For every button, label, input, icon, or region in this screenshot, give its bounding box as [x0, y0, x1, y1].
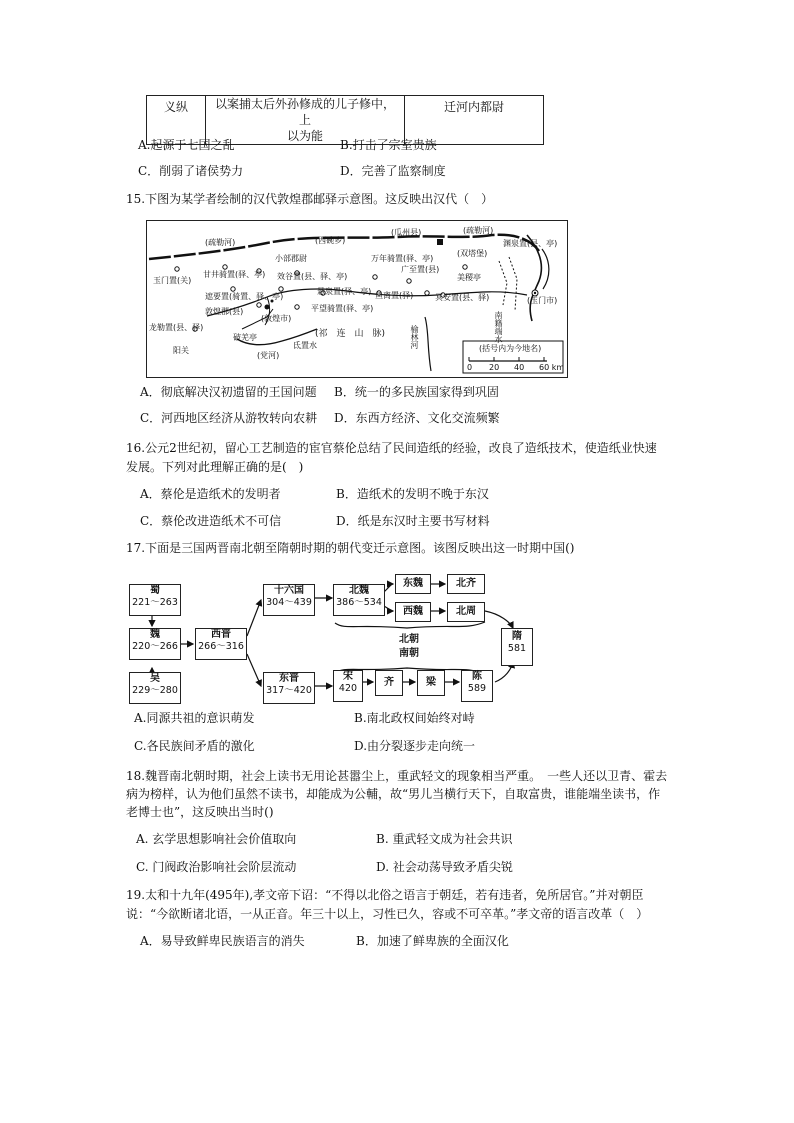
q16-option-d: D．纸是东汉时主要书写材料: [336, 514, 490, 528]
map-label: 甘井骑置(驿、亭): [203, 270, 266, 279]
dynasty-name: 蜀: [150, 585, 160, 596]
map-label: 龙勒置(县、驿): [149, 323, 204, 332]
q15-option-c: C．河西地区经济从游牧转向农耕: [140, 411, 318, 425]
dynasty-box-wei: [129, 628, 181, 660]
map-label: 玉门置(关): [153, 276, 192, 285]
dynasty-box-wu: [129, 672, 181, 704]
q18-option-b: B. 重武轻文成为社会共识: [376, 832, 513, 846]
map-label: (玉门市): [527, 296, 558, 305]
map-scale-60: 60 km: [539, 363, 565, 372]
map-label: (疏勒河): [463, 226, 494, 235]
dynasty-years: 581: [507, 643, 527, 654]
q15-option-d: D．东西方经济、文化交流频繁: [334, 411, 500, 425]
dunhuang-postal-map: [146, 220, 568, 378]
dynasty-box-sui: [501, 628, 533, 666]
q14-option-c: C．削弱了诸侯势力: [138, 164, 244, 178]
table-cell-deed-line1: 以案捕太后外孙修成的儿子修中，上: [214, 97, 395, 127]
dynasty-box-liang: 梁: [417, 670, 445, 696]
map-legend-title: (括号内为今地名): [479, 344, 542, 353]
dynasty-name: 隋: [512, 631, 522, 642]
dynasty-name: 陈: [472, 671, 482, 682]
map-label: 榆林河: [410, 325, 419, 349]
map-label: 广至置(县): [401, 265, 440, 274]
dynasty-box-beizhou: 北周: [447, 602, 485, 622]
dynasty-flow-diagram: [125, 578, 535, 703]
dynasty-box-dongwei: 东魏: [395, 574, 431, 594]
map-label: (疏勒河): [205, 238, 236, 247]
q17-stem: 17.下面是三国两晋南北朝至隋朝时期的朝代变迁示意图。该图反映出这一时期中国(): [126, 541, 575, 555]
q15-option-b: B．统一的多民族国家得到巩固: [334, 385, 499, 399]
map-label: 小部郡尉: [275, 254, 307, 263]
label-nanchao: 南朝: [399, 648, 419, 659]
map-label: (敦煌市): [261, 314, 292, 323]
map-label: 氐置水: [293, 341, 317, 350]
dynasty-years: 229～280: [132, 685, 178, 696]
q17-option-d: D.由分裂逐步走向统一: [354, 739, 476, 753]
q16-option-a: A．蔡伦是造纸术的发明者: [140, 487, 281, 501]
q19-stem-line2: 说：“今欲断诸北语，一从正音。年三十以上，习性已久，容或不可卒革。”孝文帝的语言改革（ ）: [126, 907, 649, 921]
table-cell-post: 迁河内都尉: [405, 96, 544, 145]
dynasty-years: 386～534: [336, 597, 382, 608]
map-label: 渊泉置(县、亭): [503, 239, 558, 248]
map-label: 破羌亭: [233, 333, 257, 342]
dynasty-box-chen: [461, 670, 493, 702]
dynasty-box-dongjin: [263, 672, 315, 704]
map-label: 南籍端水: [494, 311, 503, 343]
dynasty-years: 266～316: [198, 641, 244, 652]
map-label: (党河): [257, 351, 280, 360]
q18-option-c: C. 门阀政治影响社会阶层流动: [136, 860, 297, 874]
map-label: 敦煌郡(县): [205, 307, 244, 316]
dynasty-years: 304～439: [266, 597, 312, 608]
q18-option-a: A. 玄学思想影响社会价值取向: [136, 832, 297, 846]
q17-option-b: B.南北政权间始终对峙: [354, 711, 475, 725]
q16-stem-line1: 16.公元2世纪初，留心工艺制造的宦官蔡伦总结了民间造纸的经验，改良了造纸技术，使造纸业快速: [126, 441, 657, 455]
dynasty-name: 魏: [150, 629, 160, 640]
map-label: 遮要置(骑置、驿、亭): [205, 292, 284, 301]
map-label: 冥安置(县、驿): [435, 293, 490, 302]
dynasty-name: 吴: [150, 673, 160, 684]
q19-option-a: A．易导致鲜卑民族语言的消失: [140, 934, 305, 948]
map-label: 万年骑置(驿、亭): [371, 254, 434, 263]
map-label: 阳关: [173, 346, 189, 355]
dynasty-years: 317～420: [266, 685, 312, 696]
q16-option-b: B．造纸术的发明不晚于东汉: [336, 487, 489, 501]
dynasty-box-beiqi: 北齐: [447, 574, 485, 594]
dynasty-name: 宋: [343, 671, 353, 682]
map-scale-40: 40: [514, 363, 525, 372]
map-label: 平望骑置(驿、亭): [311, 304, 374, 313]
q19-stem-line1: 19.太和十九年(495年),孝文帝下诏：“不得以北俗之语言于朝廷，若有违者，免所居官。”并对朝臣: [126, 888, 644, 902]
table-cell-name: 义纵: [147, 96, 206, 145]
dynasty-name: 东晋: [279, 673, 299, 684]
dynasty-years: 220～266: [132, 641, 178, 652]
dynasty-name: 十六国: [274, 585, 304, 596]
q18-stem-line1: 18.魏晋南北朝时期，社会上读书无用论甚嚣尘上，重武轻文的现象相当严重。 一些人还以卫青、霍去: [126, 769, 668, 783]
q19-option-b: B．加速了鲜卑族的全面汉化: [356, 934, 509, 948]
dynasty-box-shu: [129, 584, 181, 616]
map-label: (双塔堡): [457, 249, 488, 258]
q17-option-c: C.各民族间矛盾的激化: [134, 739, 255, 753]
map-label: 鱼离置(驿): [375, 291, 414, 300]
dynasty-years: 221～263: [132, 597, 178, 608]
q16-option-c: C．蔡伦改进造纸术不可信: [140, 514, 282, 528]
dynasty-years: 589: [467, 683, 487, 694]
map-label: 效谷置(县、驿、亭): [277, 272, 348, 281]
dynasty-box-beiwei: [333, 584, 385, 616]
dynasty-name: 北魏: [349, 585, 369, 596]
map-label: (祁 连 山 脉): [315, 329, 386, 339]
map-scale-0: 0: [467, 363, 473, 372]
dynasty-box-shiliuguo: [263, 584, 315, 616]
q15-stem: 15.下图为某学者绘制的汉代敦煌郡邮驿示意图。这反映出汉代（ ）: [126, 192, 494, 206]
q18-option-d: D. 社会动荡导致矛盾尖锐: [376, 860, 513, 874]
q18-stem-line3: 老博士也”，这反映出当时(): [126, 805, 274, 819]
q14-option-d: D．完善了监察制度: [340, 164, 446, 178]
dynasty-name: 西晋: [211, 629, 231, 640]
dynasty-box-xiwei: 西魏: [395, 602, 431, 622]
q16-stem-line2: 发展。下列对此理解正确的是( ): [126, 460, 304, 474]
map-scale-20: 20: [489, 363, 500, 372]
q18-stem-line2: 病为榜样，认为他们虽然不读书，却能成为公輔，故“男儿当横行天下，自取富贵，谁能端坐读书，作: [126, 787, 661, 801]
q17-option-a: A.同源共祖的意识萌发: [134, 711, 255, 725]
q14-option-a: A.起源于七国之乱: [138, 138, 235, 152]
map-label: 悬泉置(驿、亭): [317, 287, 372, 296]
table-cell-deed-line2: 以为能: [286, 129, 323, 143]
dynasty-box-song: [333, 670, 363, 702]
dynasty-box-qi: 齐: [375, 670, 403, 696]
q15-option-a: A．彻底解决汉初遗留的王国问题: [140, 385, 317, 399]
dynasty-years: 420: [338, 683, 358, 694]
dynasty-box-xijin: [195, 628, 247, 660]
map-label: (西碗乡): [315, 236, 346, 245]
label-beichao: 北朝: [399, 634, 419, 645]
q14-option-b: B.打击了宗室贵族: [340, 138, 437, 152]
map-label: (瓜州县): [391, 228, 422, 237]
map-label: 美稷亭: [457, 273, 481, 282]
